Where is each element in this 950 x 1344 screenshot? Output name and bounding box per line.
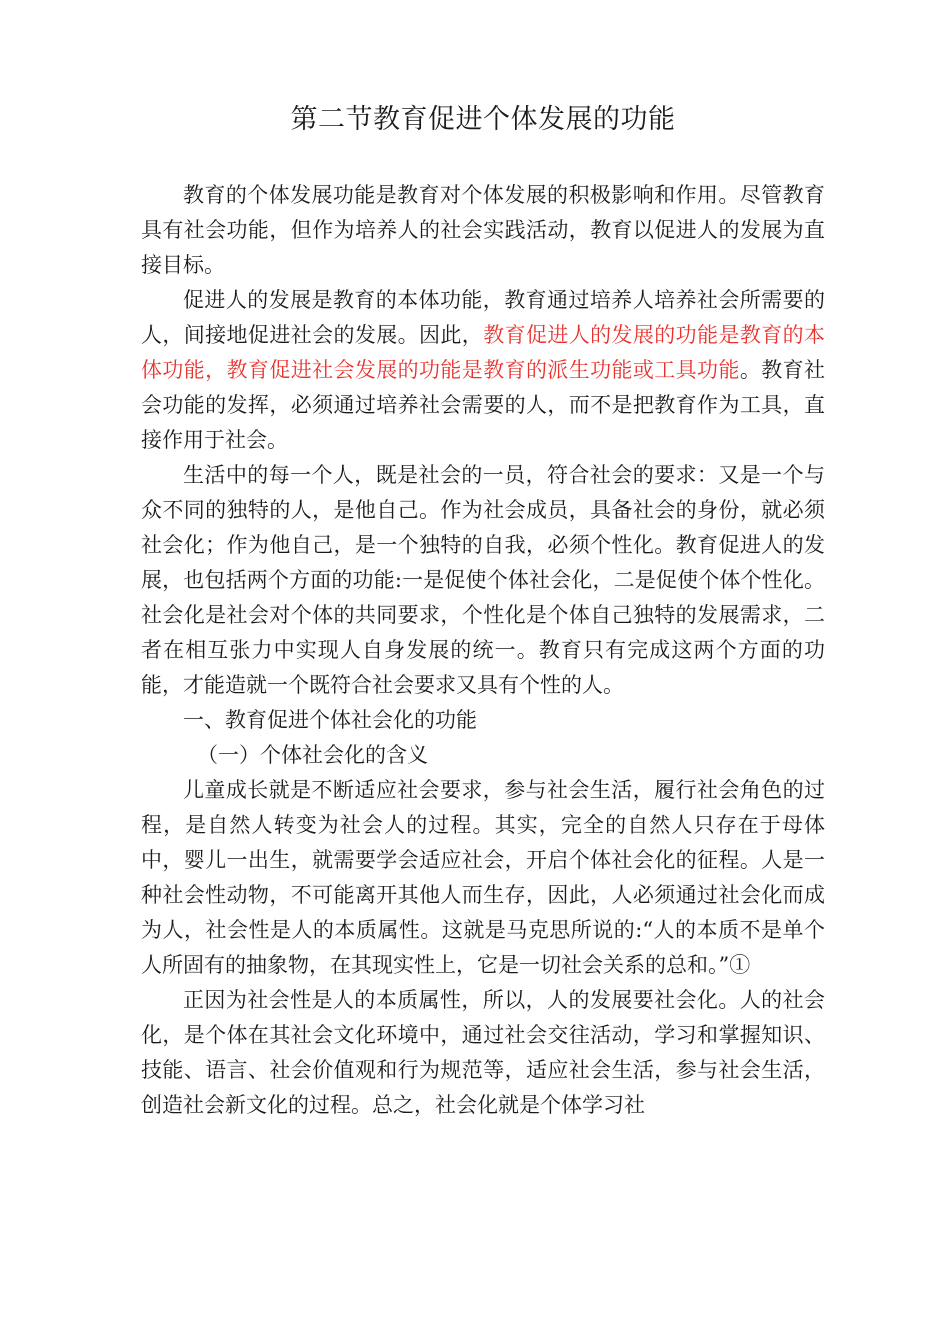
- paragraph-child-growth: 儿童成长就是不断适应社会要求，参与社会生活，履行社会角色的过程，是自然人转变为社会人的过程。其实，完全的自然人只存在于母体中，婴儿一出生，就需要学会适应社会，开启个体社会化的征程。人是一种社会性动物，不可能离开其他人而生存，因此，人必须通过社会化而成为人，社会性是人的本质属性。这就是马克思所说的:“人的本质不是单个人所固有的抽象物，在其现实性上，它是一切社会关系的总和。”①: [141, 778, 825, 977]
- paragraph-socialization-individualization: 生活中的每一个人，既是社会的一员，符合社会的要求：又是一个与众不同的独特的人，是他自己。作为社会成员，具备社会的身份，就必须社会化；作为他自己，是一个独特的自我，必须个性化。教育促进人的发展，也包括两个方面的功能:一是促使个体社会化，二是促使个体个性化。社会化是社会对个体的共同要求，个性化是个体自己独特的发展需求，二者在相互张力中实现人自身发展的统一。教育只有完成这两个方面的功能，才能造就一个既符合社会要求又具有个性的人。: [141, 463, 825, 697]
- section-heading: 一、教育促进个体社会化的功能: [183, 708, 477, 732]
- highlighted-text: 教育促进人的发展的功能是教育的本体功能，教育促进社会发展的功能是教育的派生功能或工具功能: [141, 323, 826, 382]
- document-page: [141, 100, 825, 1123]
- paragraph-intro: 教育的个体发展功能是教育对个体发展的积极影响和作用。尽管教育具有社会功能，但作为培养人的社会实践活动，教育以促进人的发展为直接目标。: [141, 183, 825, 277]
- paragraph-text-after: 。教育社会功能的发挥，必须通过培养社会需要的人，而不是把教育作为工具，直接作用于社会。: [141, 358, 826, 452]
- paragraph-ontology-function: [141, 283, 825, 458]
- subsection-heading: （一）个体社会化的含义: [197, 743, 428, 767]
- paragraph-socialization-definition: 正因为社会性是人的本质属性，所以，人的发展要社会化。人的社会化，是个体在其社会文化环境中，通过社会交往活动，学习和掌握知识、技能、语言、社会价值观和行为规范等，适应社会生活，参与社会生活，创造社会新文化的过程。总之，社会化就是个体学习社: [141, 988, 825, 1117]
- page-title: 第二节教育促进个体发展的功能: [290, 104, 676, 135]
- paragraph-text-before: 促进人的发展是教育的本体功能，教育通过培养人培养社会所需要的人，间接地促进社会的发展。因此，: [141, 288, 825, 347]
